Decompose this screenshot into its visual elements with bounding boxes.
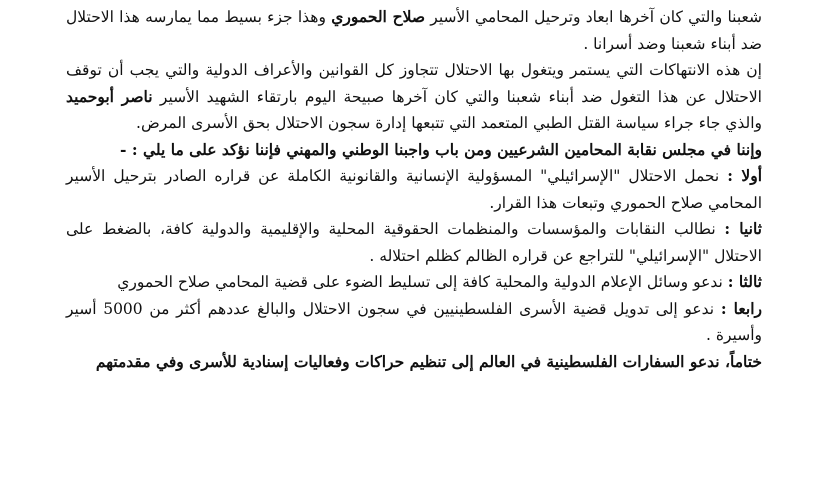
point-third <box>66 269 762 296</box>
point-second <box>66 216 762 269</box>
paragraph-statement-heading <box>66 137 762 164</box>
paragraph-violations <box>66 57 762 137</box>
martyr-name-abuhamid: ناصر أبوحميد <box>66 86 153 106</box>
paragraph-intro-text-end: وهذا جزء بسيط مما يمارسه هذا الاحتلال ضد أبناء شعبنا وضد أسرانا . <box>66 8 762 53</box>
paragraph-closing <box>66 349 762 376</box>
point-third-text: ندعو وسائل الإعلام الدولية والمحلية كافة إلى تسليط الضوء على قضية المحامي صلاح الحموري <box>117 273 723 291</box>
point-fourth <box>66 296 762 349</box>
statement-heading: وإننا في مجلس نقابة المحامين الشرعيين ومن باب واجبنا الوطني والمهني فإننا نؤكد على ما يلي : - <box>120 139 762 159</box>
paragraph-intro-text-start: شعبنا والتي كان آخرها ابعاد وترحيل المحامي الأسير <box>430 8 763 26</box>
paragraph-violations-text-end: والذي جاء جراء سياسة القتل الطبي المتعمد التي تتبعها إدارة سجون الاحتلال بحق الأسرى المرض. <box>136 114 762 132</box>
point-fourth-text: ندعو إلى تدويل قضية الأسرى الفلسطينيين في سجون الاحتلال والبالغ عددهم أكثر من 5000 أسير وأسيرة . <box>66 299 762 344</box>
point-first-label: أولا : <box>727 166 762 185</box>
point-fourth-label: رابعا : <box>720 298 762 318</box>
document-body <box>66 4 762 375</box>
prisoner-name-hammouri: صلاح الحموري <box>331 7 426 26</box>
point-third-label: ثالثا : <box>727 272 762 291</box>
paragraph-violations-text-start: إن هذه الانتهاكات التي يستمر ويتغول بها الاحتلال تتجاوز كل القوانين والأعراف الدولية والتي يجب أن توقف الاحتلال عن هذا التغول ضد أبناء شعبنا والتي كان آخرها صبيحة اليوم بارتقاء الشهيد الأسير <box>66 61 762 106</box>
point-second-text: نطالب النقابات والمؤسسات والمنظمات الحقوقية المحلية والإقليمية والدولية كافة، بالضغط على الاحتلال "الإسرائيلي" للتراجع عن قراره الظالم كظلم احتلاله . <box>66 220 762 265</box>
point-first <box>66 163 762 216</box>
point-second-label: ثانيا : <box>724 219 762 238</box>
closing-text: ختاماً، ندعو السفارات الفلسطينية في العالم إلى تنظيم حراكات وفعاليات إسنادية للأسرى وفي مقدمتهم <box>95 351 762 371</box>
paragraph-intro <box>66 4 762 57</box>
point-first-text: نحمل الاحتلال "الإسرائيلي" المسؤولية الإنسانية والقانونية الكاملة عن قراره الصادر بترحيل الأسير المحامي صلاح الحموري وتبعات هذا القرار. <box>66 167 762 212</box>
